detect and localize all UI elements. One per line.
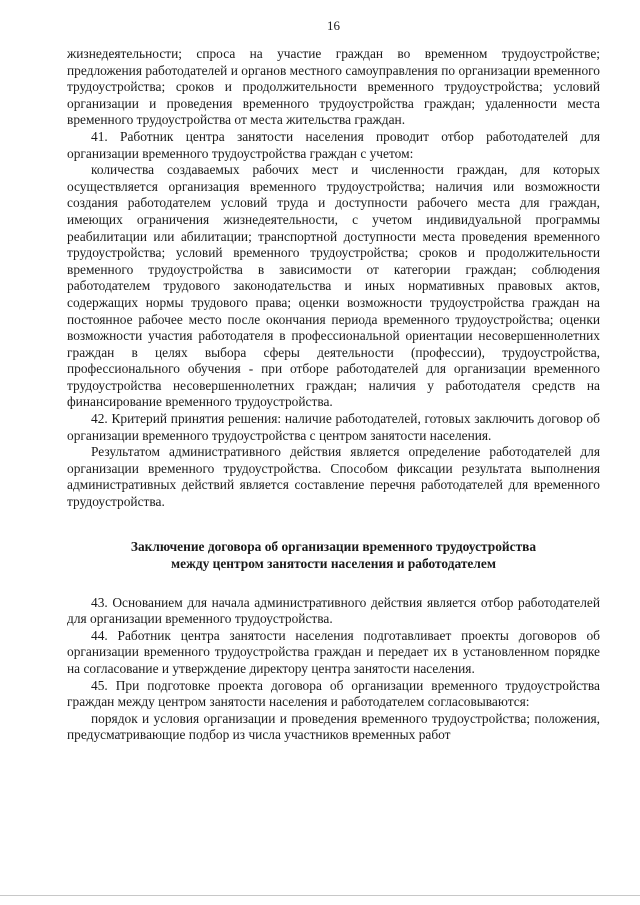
section-title (67, 538, 600, 572)
paragraph-continuation: жизнедеятельности; спроса на участие граждан во временном трудоустройстве; предложения работодателей и органов местного самоуправления по организации временного трудоустройства; сроков и продолжительности временного трудоустройства; условий организации и проведения временного трудоустройства граждан; удаленности места временного трудоустройства от места жительства граждан. (67, 46, 600, 128)
paragraph-45-items: порядок и условия организации и проведения временного трудоустройства; положения, предусматривающие подбор из числа участников временных работ (67, 710, 600, 743)
paragraph-43: 43. Основанием для начала административного действия является отбор работодателей для организации временного трудоустройства. (67, 594, 600, 627)
section-title-line-2: между центром занятости населения и работодателем (171, 555, 496, 571)
page-number: 16 (327, 18, 340, 33)
page-bottom-divider (0, 895, 640, 896)
section-title-line-1: Заключение договора об организации временного трудоустройства (130, 538, 537, 554)
paragraph-41-criteria: количества создаваемых рабочих мест и численности граждан, для которых осуществляется организация временного трудоустройства; наличия или возможности создания работодателем условий труда и доступности рабочего места для граждан, имеющих ограничения жизнедеятельности, с учетом индивидуальной программы реабилитации или абилитации; транспортной доступности места проведения временного трудоустройства; условий временного трудоустройства; сроков и продолжительности временного трудоустройства в зависимости от категории граждан; соблюдения работодателем трудового законодательства и иных нормативных правовых актов, содержащих нормы трудового права; оценки возможности трудоустройства граждан на постоянное рабочее место после окончания периода временного трудоустройства; оценки возможности участия работодателя в профессиональной ориентации несовершеннолетних граждан в целях выбора сферы деятельности (профессии), трудоустройства, профессионального обучения - при отборе работодателей для организации временного трудоустройства несовершеннолетних граждан; наличия у работодателя средств на финансирование временного трудоустройства. (67, 162, 600, 410)
paragraph-44: 44. Работник центра занятости населения подготавливает проекты договоров об организации временного трудоустройства граждан и передает их в установленном порядке на согласование и утверждение директору центра занятости населения. (67, 627, 600, 676)
body-text-bottom (67, 595, 600, 744)
paragraph-result: Результатом административного действия является определение работодателей для организации временного трудоустройства. Способом фиксации результата выполнения административных действий является составление перечня работодателей для временного трудоустройства. (67, 444, 600, 510)
paragraph-41: 41. Работник центра занятости населения проводит отбор работодателей для организации временного трудоустройства граждан с учетом: (67, 128, 600, 161)
body-text-top (67, 46, 600, 511)
paragraph-42: 42. Критерий принятия решения: наличие работодателей, готовых заключить договор об организации временного трудоустройства с центром занятости населения. (67, 411, 600, 443)
paragraph-45: 45. При подготовке проекта договора об организации временного трудоустройства граждан между центром занятости населения и работодателем согласовываются: (67, 677, 600, 710)
